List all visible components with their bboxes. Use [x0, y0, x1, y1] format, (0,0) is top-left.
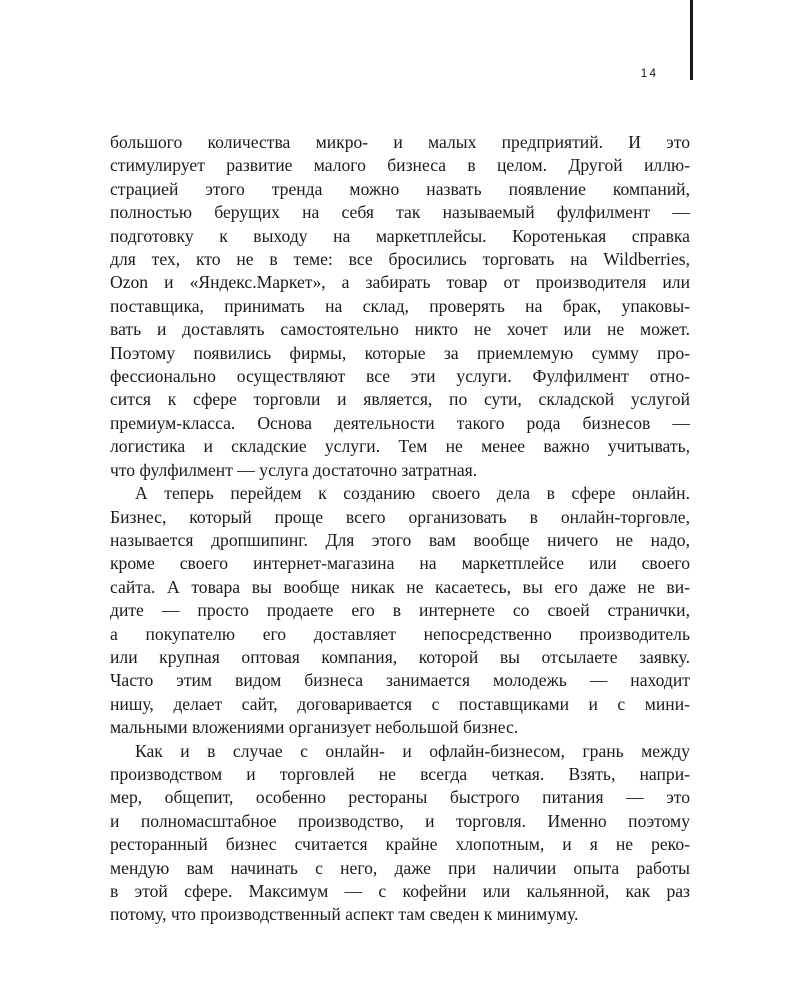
text-line: поставщика, принимать на склад, проверять на брак, упаковы- — [110, 295, 690, 316]
text-line: мальными вложениями организует небольшой бизнес. — [110, 717, 519, 738]
text-line: кроме своего интернет-магазина на маркетплейсе или своего — [110, 553, 690, 574]
paragraph — [110, 740, 690, 927]
text-line: фессионально осуществляют все эти услуги. Фулфилмент отно- — [110, 366, 690, 387]
text-line: премиум-класса. Основа деятельности такого рода бизнесов — — [110, 412, 690, 433]
text-line: сайта. А товара вы вообще никак не касаетесь, вы его даже не ви- — [110, 576, 690, 597]
body-text — [110, 131, 690, 927]
text-line: полностью берущих на себя так называемый фулфилмент — — [110, 202, 690, 223]
text-line: что фулфилмент — услуга достаточно затратная. — [110, 459, 478, 480]
text-line: мендую вам начинать с него, даже при наличии опыта работы — [110, 857, 690, 878]
text-line: потому, что производственный аспект там сведен к минимуму. — [110, 904, 579, 925]
text-line: дите — просто продаете его в интернете со своей странички, — [110, 600, 690, 621]
text-line: Бизнес, который проще всего организовать в онлайн-торговле, — [110, 506, 690, 527]
text-line: ресторанный бизнес считается крайне хлопотным, и я не реко- — [110, 834, 690, 855]
page-edge-rule — [690, 0, 693, 80]
paragraph — [110, 482, 690, 739]
text-line: стимулирует развитие малого бизнеса в целом. Другой иллю- — [110, 155, 690, 176]
text-line: сится к сфере торговли и является, по сути, складской услугой — [110, 389, 690, 410]
text-line: вать и доставлять самостоятельно никто не хочет или не может. — [110, 319, 690, 340]
text-line: или крупная оптовая компания, которой вы отсылаете заявку. — [110, 646, 690, 667]
text-line: Как и в случае с онлайн- и офлайн-бизнесом, грань между — [135, 740, 690, 761]
text-line: мер, общепит, особенно рестораны быстрого питания — это — [110, 787, 690, 808]
text-line: Ozon и «Яндекс.Маркет», а забирать товар от производителя или — [110, 272, 690, 293]
text-line: нишу, делает сайт, договаривается с поставщиками и с мини- — [110, 693, 690, 714]
text-line: Поэтому появились фирмы, которые за приемлемую сумму про- — [110, 342, 690, 363]
text-line: страцией этого тренда можно назвать появление компаний, — [110, 178, 690, 199]
text-line: называется дропшипинг. Для этого вам вообще ничего не надо, — [110, 529, 690, 550]
paragraph — [110, 131, 690, 482]
text-line: в этой сфере. Максимум — с кофейни или кальянной, как раз — [110, 881, 690, 901]
page-number: 14 — [640, 66, 658, 80]
text-line: подготовку к выходу на маркетплейсы. Коротенькая справка — [110, 225, 690, 246]
text-line: большого количества микро- и малых предприятий. И это — [110, 132, 690, 152]
text-line: логистика и складские услуги. Тем не менее важно учитывать, — [110, 436, 690, 457]
text-line: и полномасштабное производство, и торговля. Именно поэтому — [110, 810, 690, 831]
text-line: а покупателю его доставляет непосредственно производитель — [110, 623, 690, 644]
text-line: Часто этим видом бизнеса занимается молодежь — находит — [110, 670, 690, 691]
text-line: А теперь перейдем к созданию своего дела в сфере онлайн. — [135, 483, 690, 504]
text-line: для тех, кто не в теме: все бросились торговать на Wildberries, — [110, 249, 690, 270]
text-line: производством и торговлей не всегда четкая. Взять, напри- — [110, 763, 690, 784]
